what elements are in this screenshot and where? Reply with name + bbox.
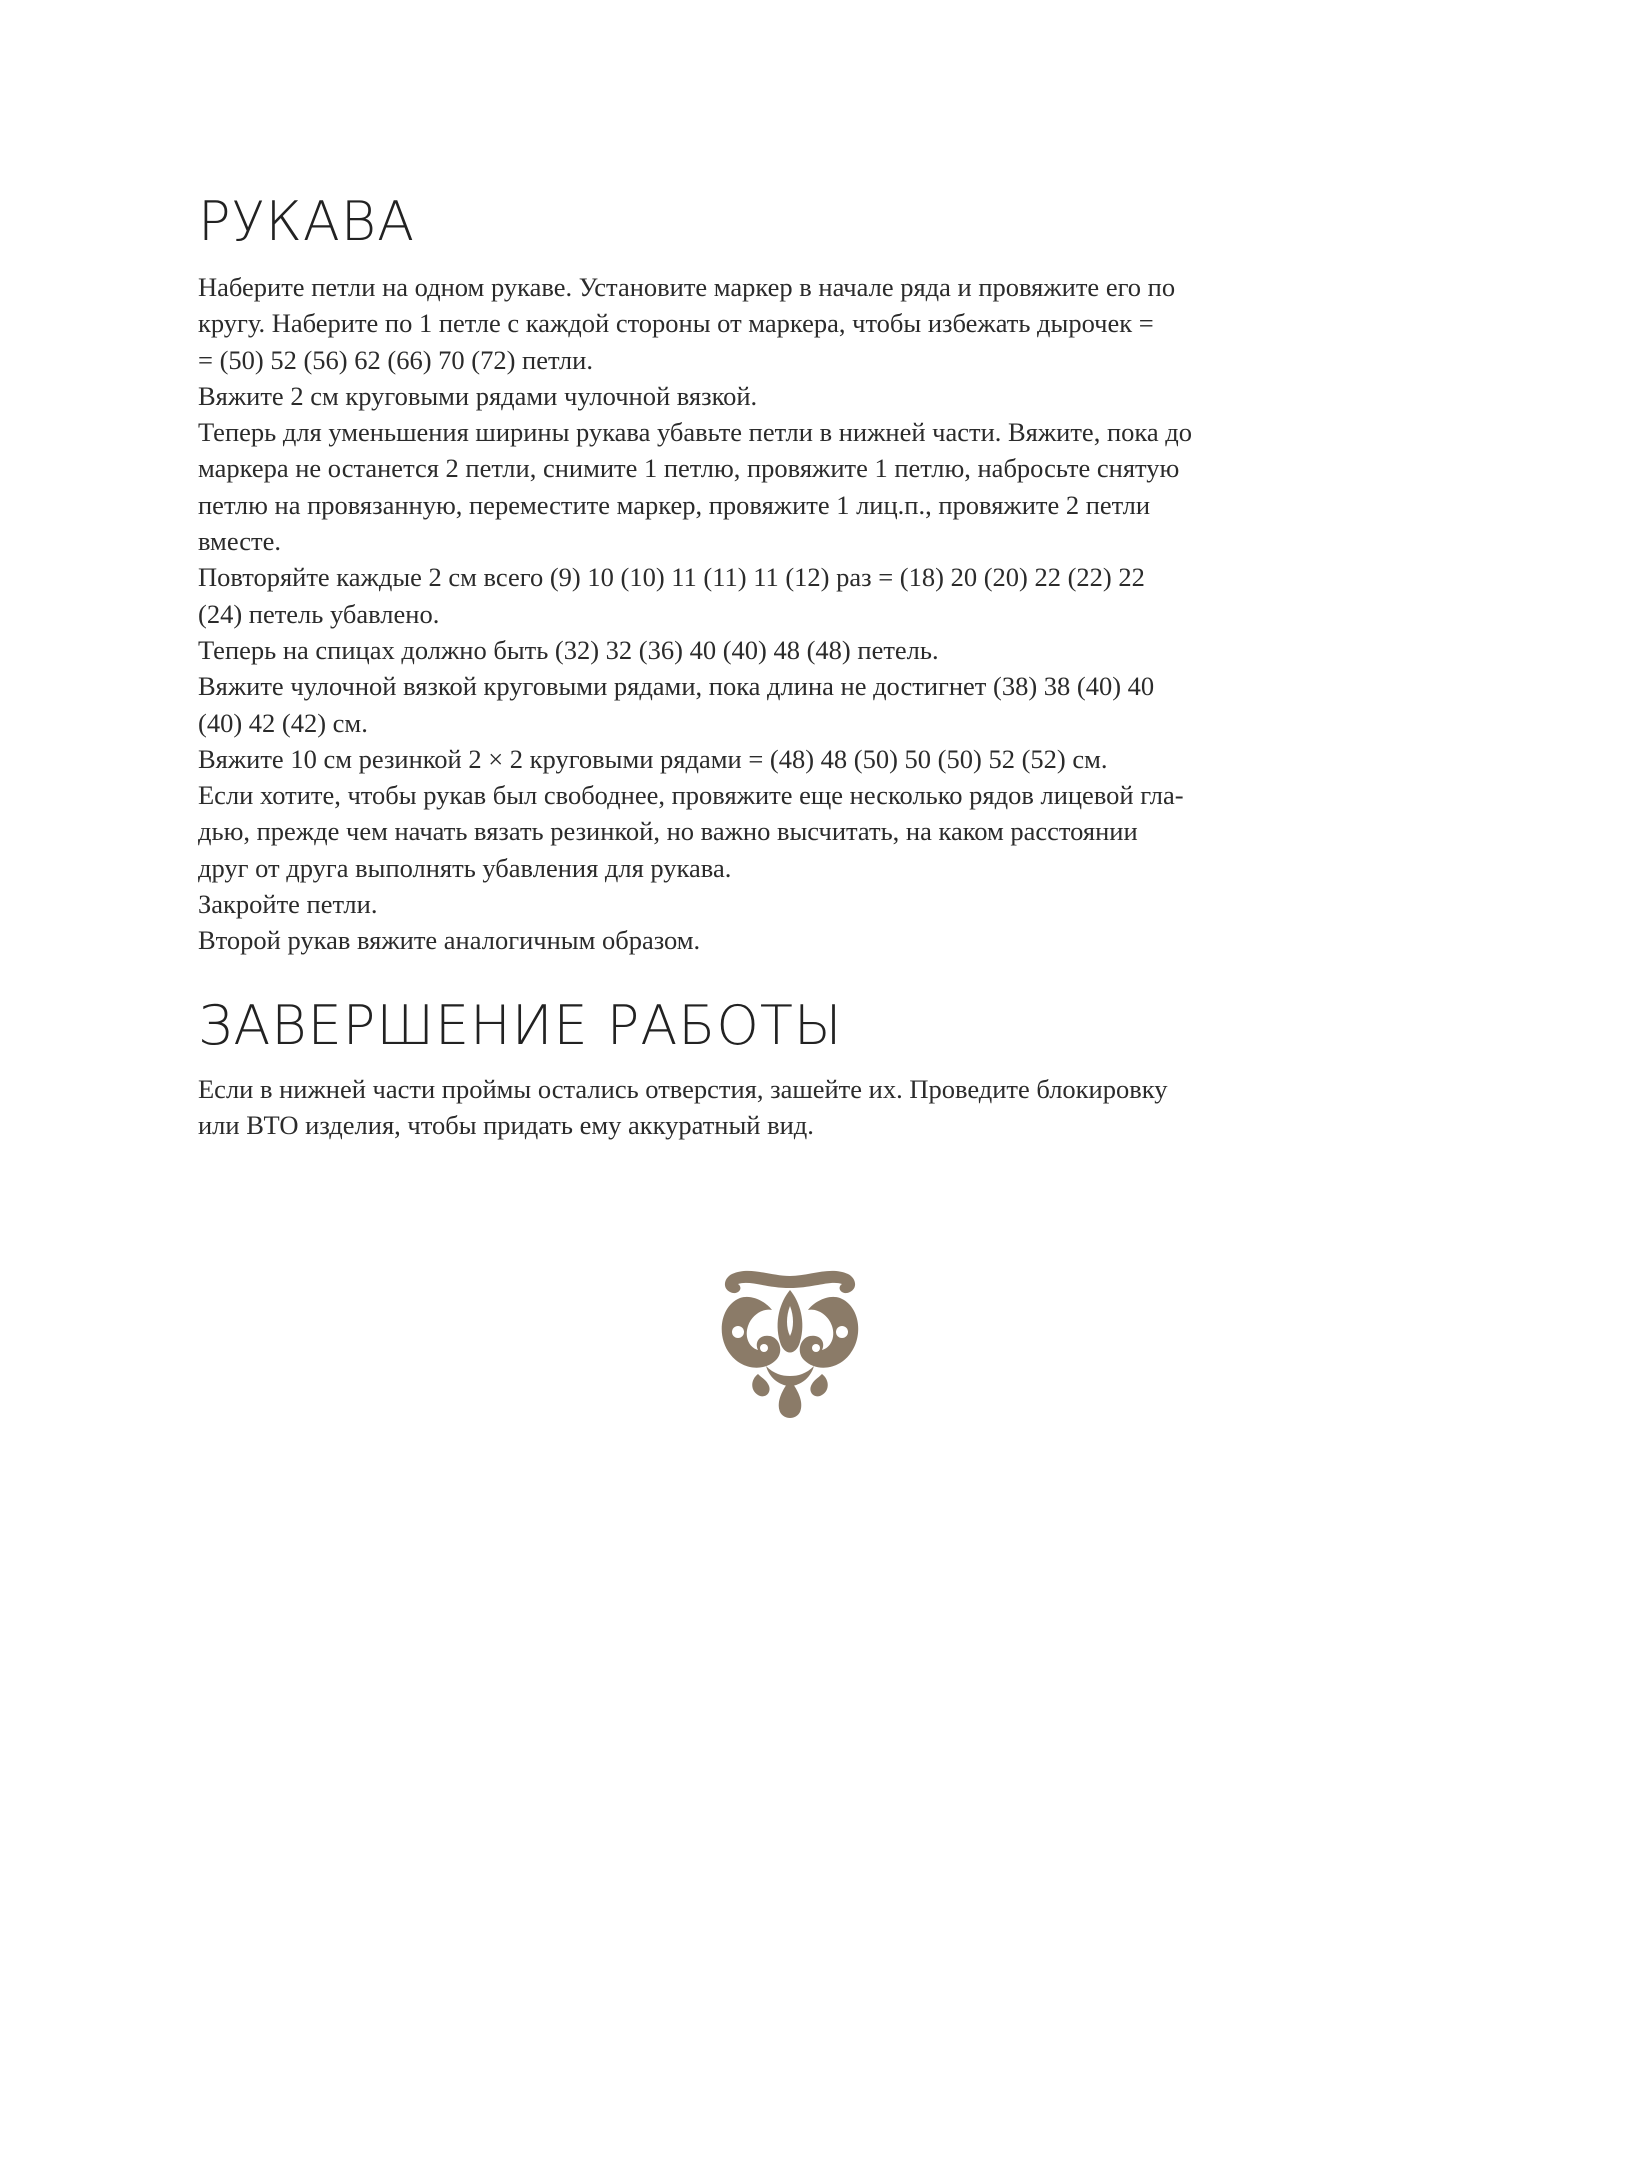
paragraph: Если хотите, чтобы рукав был свободнее, провяжите еще несколько рядов лицевой гла- дью, прежде чем начать вязать резинкой, но важно высчитать, на каком расстоянии друг от друга выполнять убавления для рукава. [198, 780, 1184, 883]
section-body-finishing [198, 1071, 1398, 1144]
section-title-finishing: ЗАВЕРШЕНИЕ РАБОТЫ [198, 993, 843, 1057]
paragraph: Повторяйте каждые 2 см всего (9) 10 (10) 11 (11) 11 (12) раз = (18) 20 (20) 22 (22) 22 (24) петель убавлено. [198, 562, 1145, 629]
paragraph: Второй рукав вяжите аналогичным образом. [198, 925, 701, 956]
paragraph: Если в нижней части проймы остались отверстия, зашейте их. Проведите блокировку или ВТО изделия, чтобы придать ему аккуратный вид. [198, 1073, 1168, 1140]
paragraph: Вяжите чулочной вязкой круговыми рядами, пока длина не достигнет (38) 38 (40) 40 (40) 42 (42) см. [198, 671, 1155, 738]
paragraph: Вяжите 2 см круговыми рядами чулочной вязкой. [198, 380, 758, 411]
paragraph: Теперь для уменьшения ширины рукава убавьте петли в нижней части. Вяжите, пока до маркера не останется 2 петли, снимите 1 петлю, провяжите 1 петлю, набросьте снятую петлю на провязанную, переместите маркер, провяжите 1 лиц.п., провяжите 2 петли вместе. [198, 417, 1192, 557]
paragraph: Закройте петли. [198, 889, 378, 920]
paragraph: Вяжите 10 см резинкой 2 × 2 круговыми рядами = (48) 48 (50) 50 (50) 52 (52) см. [198, 743, 1108, 774]
damask-ornament-icon [710, 1262, 870, 1422]
paragraph: Наберите петли на одном рукаве. Установите маркер в начале ряда и провяжите его по кругу. Наберите по 1 петле с каждой стороны от маркера, чтобы избежать дырочек = = (50) 52 (56) 62 (66) 70 (72) петли. [198, 272, 1176, 375]
section-title-sleeves: РУКАВА [198, 190, 416, 253]
section-body-sleeves [198, 269, 1398, 959]
page-content [198, 185, 1398, 1143]
paragraph: Теперь на спицах должно быть (32) 32 (36) 40 (40) 48 (48) петель. [198, 634, 939, 665]
